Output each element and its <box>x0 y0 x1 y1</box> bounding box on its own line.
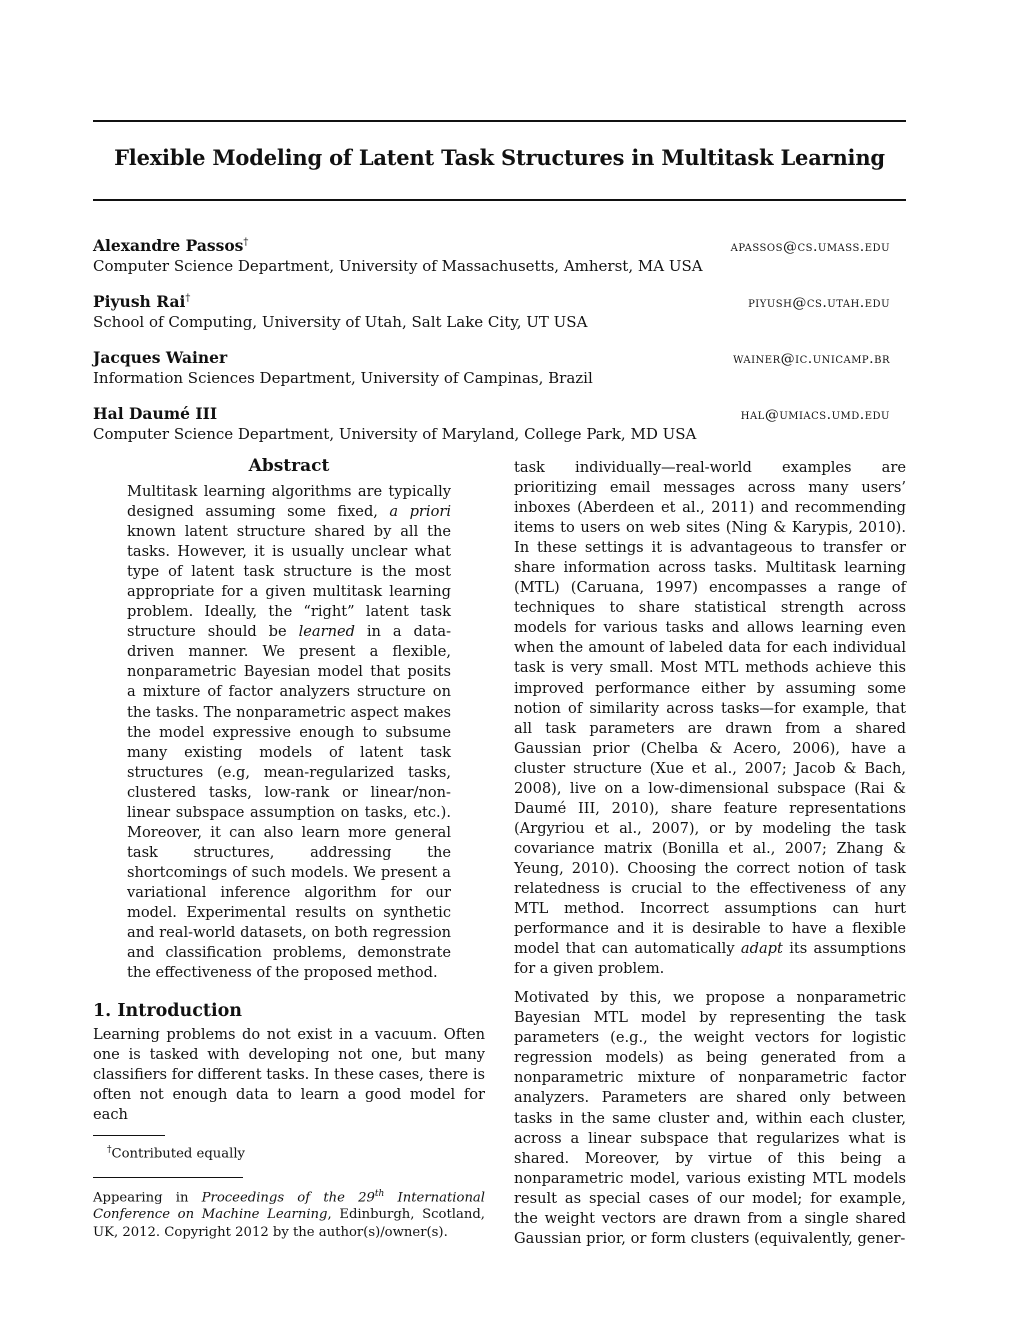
section-heading-introduction: 1. Introduction <box>93 1001 242 1022</box>
venue-note: Appearing in Proceedings of the 29th International Conference on Machine Learning, Edinburgh, Scotland, UK, 2012. Copyright 2012 by the author(s)/owner(s). <box>93 1188 486 1240</box>
author-email[interactable]: hal@umiacs.umd.edu <box>740 407 890 423</box>
title-rule-bottom <box>93 199 906 201</box>
author-email[interactable]: wainer@ic.unicamp.br <box>733 351 890 367</box>
right-column <box>514 458 906 1249</box>
author-block-4 <box>93 404 890 443</box>
title-rule-top <box>93 120 906 122</box>
author-name: Hal Daumé III <box>93 404 218 423</box>
author-block-1 <box>93 236 890 275</box>
venue-rule <box>93 1177 243 1178</box>
author-affiliation: Information Sciences Department, University of Campinas, Brazil <box>93 369 593 387</box>
author-affiliation: Computer Science Department, University of Maryland, College Park, MD USA <box>93 425 697 443</box>
abstract-heading: Abstract <box>248 456 330 476</box>
left-column <box>93 456 485 1241</box>
abstract-text: Multitask learning algorithms are typically designed assuming some fixed, a priori known latent structure shared by all the tasks. However, it is usually unclear what type of latent task structure is the most appropriate for a given multitask learning problem. Ideally, the “right” latent task structure should be learned in a data-driven manner. We present a flexible, nonparametric Bayesian model that posits a mixture of factor analyzers structure on the tasks. The nonparametric aspect makes the model expressive enough to subsume many existing models of latent task structures (e.g, mean-regularized tasks, clustered tasks, low-rank or linear/non-linear subspace assumption on tasks, etc.). Moreover, it can also learn more general task structures, addressing the shortcomings of such models. We present a variational inference algorithm for our model. Experimental results on synthetic and real-world datasets, on both regression and classification problems, demonstrate the effectiveness of the proposed method. <box>127 483 452 982</box>
author-block-3 <box>93 348 890 387</box>
footnote: †Contributed equally <box>107 1145 246 1162</box>
paper-title: Flexible Modeling of Latent Task Structures in Multitask Learning <box>114 145 885 170</box>
author-name: Jacques Wainer <box>93 348 228 367</box>
author-name: Piyush Rai† <box>93 292 191 311</box>
author-email[interactable]: apassos@cs.umass.edu <box>730 239 890 255</box>
author-name: Alexandre Passos† <box>93 236 249 255</box>
footnote-rule <box>93 1135 165 1136</box>
intro-paragraph-left: Learning problems do not exist in a vacuum. Often one is tasked with developing not one, but many classifiers for different tasks. In these cases, there is often not enough data to learn a good model for each <box>93 1026 485 1124</box>
author-affiliation: Computer Science Department, University of Massachusetts, Amherst, MA USA <box>93 257 703 275</box>
author-block-2 <box>93 292 890 331</box>
author-affiliation: School of Computing, University of Utah, Salt Lake City, UT USA <box>93 313 588 331</box>
intro-paragraph-right-1: task individually—real-world examples are prioritizing email messages across many users’ inboxes (Aberdeen et al., 2011) and recommending items to users on web sites (Ning & Karypis, 2010). In these settings it is advantageous to transfer or share information across tasks. Multitask learning (MTL) (Caruana, 1997) encompasses a range of techniques to share statistical strength across models for various tasks and allows learning even when the amount of labeled data for each individual task is very small. Most MTL methods achieve this improved performance either by assuming some notion of similarity across tasks—for example, that all task parameters are drawn from a shared Gaussian prior (Chelba & Acero, 2006), have a cluster structure (Xue et al., 2007; Jacob & Bach, 2008), live on a low-dimensional subspace (Rai & Daumé III, 2010), share feature representations (Argyriou et al., 2007), or by modeling the task covariance matrix (Bonilla et al., 2007; Zhang & Yeung, 2010). Choosing the correct notion of task relatedness is crucial to the effectiveness of any MTL method. Incorrect assumptions can hurt performance and it is desirable to have a flexible model that can automatically adapt its assumptions for a given problem. <box>514 459 907 978</box>
author-email[interactable]: piyush@cs.utah.edu <box>748 295 890 311</box>
intro-paragraph-right-2: Motivated by this, we propose a nonparametric Bayesian MTL model by representing the task parameters (e.g., the weight vectors for logistic regression models) as being generated from a nonparametric mixture of nonparametric factor analyzers. Parameters are shared only between tasks in the same cluster and, within each cluster, across a linear subspace that regularizes what is shared. Moreover, by virtue of this being a nonparametric model, various existing MTL models result as special cases of our model; for example, the weight vectors are drawn from a single shared Gaussian prior, or form clusters (equivalently, gener- <box>514 989 906 1247</box>
